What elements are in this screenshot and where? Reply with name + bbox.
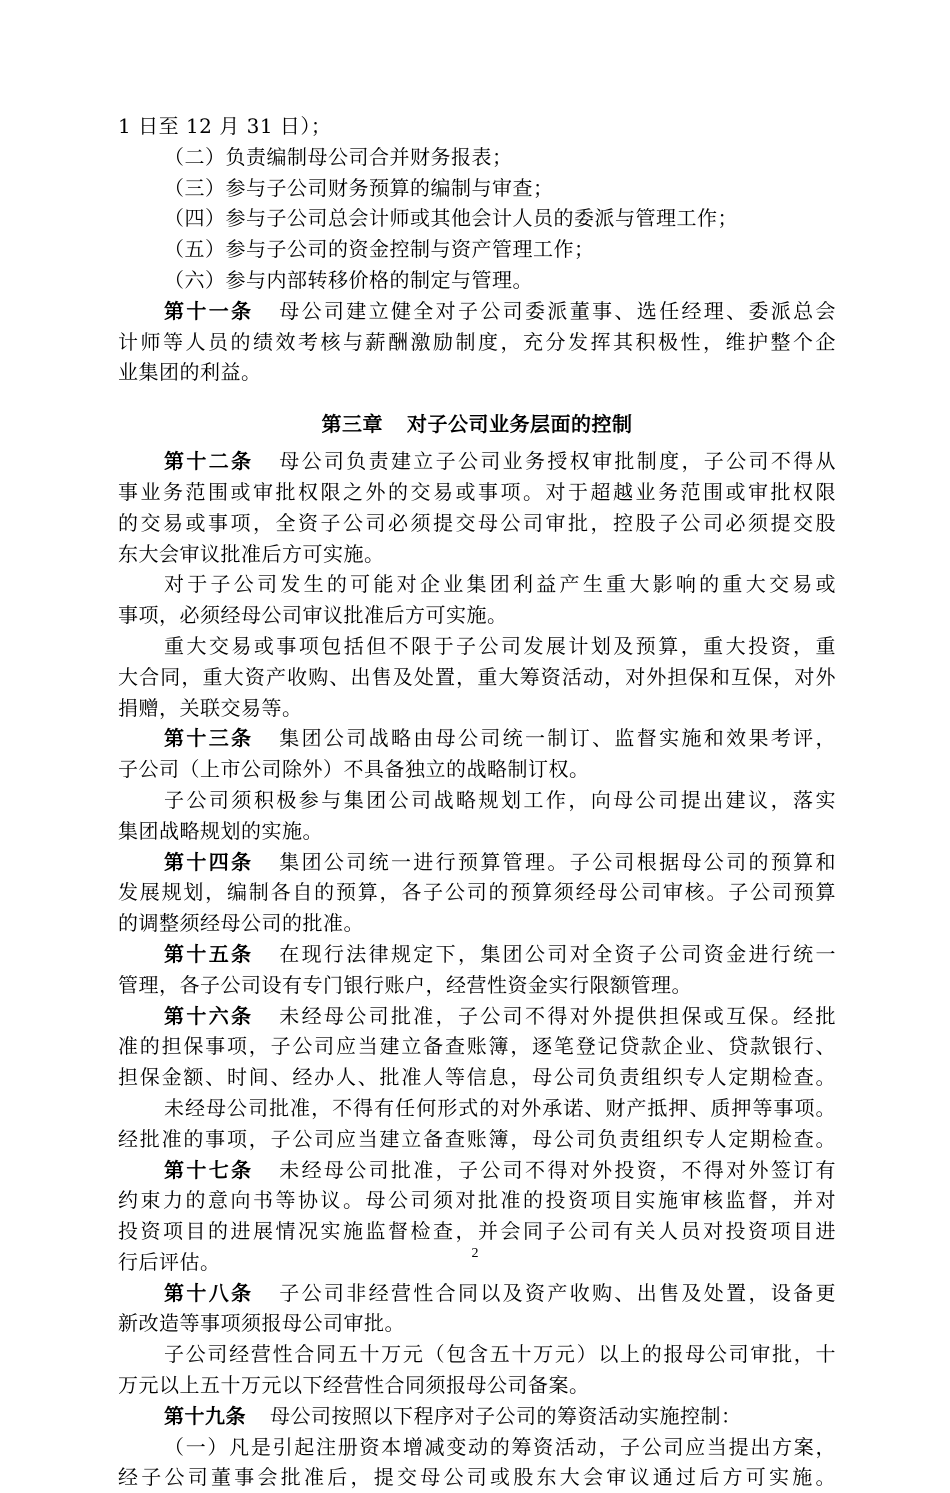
text-line [118,970,836,1001]
line-text: 业集团的利益。 [118,360,262,385]
line-text: 事业务范围或审批权限之外的交易或事项。对于超越业务范围或审批权限 [118,479,836,504]
text-line [118,234,836,265]
text-line [118,1124,836,1155]
article-first-line [118,723,836,754]
text-line [118,357,836,388]
line-text: （一）凡是引起注册资本增减变动的筹资活动，子公司应当提出方案， [164,1434,836,1459]
text-line [118,1093,836,1124]
line-text: 未经母公司批准，子公司不得对外提供担保或互保。经批 [277,1003,836,1028]
chapter-heading [118,402,836,446]
text-line [118,1432,836,1463]
line-text: 计师等人员的绩效考核与薪酬激励制度，充分发挥其积极性，维护整个企 [118,329,836,354]
text-line [118,1216,836,1247]
line-text: 子公司经营性合同五十万元（包含五十万元）以上的报母公司审批，十 [164,1342,836,1367]
line-text: 经子公司董事会批准后，提交母公司或股东大会审议通过后方可实施。 [118,1465,836,1490]
line-text: 集团公司战略由母公司统一制订、监督实施和效果考评， [277,726,836,751]
line-text: 在现行法律规定下，集团公司对全资子公司资金进行统一 [277,941,836,966]
line-text: 对于子公司发生的可能对企业集团利益产生重大影响的重大交易或 [164,572,836,597]
line-text: 子公司须积极参与集团公司战略规划工作，向母公司提出建议，落实 [164,787,836,812]
article-first-line [118,446,836,477]
line-text: 事项，必须经母公司审议批准后方可实施。 [118,603,508,628]
page-number: 2 [471,1246,479,1261]
line-text: 大合同，重大资产收购、出售及处置，重大筹资活动，对外担保和互保，对外 [118,664,836,689]
text-line [118,816,836,847]
article-number: 第十九条 [164,1403,246,1428]
line-text: 母公司建立健全对子公司委派董事、选任经理、委派总会 [277,298,836,323]
article-number: 第十八条 [164,1280,254,1305]
text-line [118,142,836,173]
line-text: 1 日至 12 月 31 日）； [118,114,332,138]
line-text: 未经母公司批准，子公司不得对外投资，不得对外签订有 [277,1157,836,1182]
line-text: 约束力的意向书等协议。母公司须对批准的投资项目实施审核监督，并对 [118,1188,836,1213]
line-text: 万元以上五十万元以下经营性合同须报母公司备案。 [118,1373,590,1398]
text-line [118,785,836,816]
line-text: 准的担保事项，子公司应当建立备查账簿，逐笔登记贷款企业、贷款银行、 [118,1034,836,1059]
text-line [118,908,836,939]
article-first-line [118,1001,836,1032]
article-number: 第十五条 [164,941,254,966]
article-first-line [118,1401,836,1432]
line-text: 新改造等事项须报母公司审批。 [118,1311,405,1336]
text-line [118,754,836,785]
line-text: 经批准的事项，子公司应当建立备查账簿，母公司负责组织专人定期检查。 [118,1126,836,1151]
text-line [118,600,836,631]
text-line [118,662,836,693]
article-number: 第十六条 [164,1003,254,1028]
line-text: 管理，各子公司设有专门银行账户，经营性资金实行限额管理。 [118,972,692,997]
line-text: 母公司按照以下程序对子公司的筹资活动实施控制： [270,1403,742,1428]
article-first-line [118,1155,836,1186]
text-line [118,1462,836,1493]
section-paragraphs-after [118,446,836,1493]
line-text: 重大交易或事项包括但不限于子公司发展计划及预算，重大投资，重 [164,633,836,658]
text-line [118,569,836,600]
line-text: 担保金额、时间、经办人、批准人等信息，母公司负责组织专人定期检查。 [118,1065,836,1090]
text-line [118,173,836,204]
article-number: 第十三条 [164,726,254,751]
line-text: 发展规划，编制各自的预算，各子公司的预算须经母公司审核。子公司预算 [118,880,836,905]
article-number: 第十一条 [164,298,254,323]
text-line [118,327,836,358]
line-text: 的交易或事项，全资子公司必须提交母公司审批，控股子公司必须提交股 [118,510,836,535]
text-line [118,477,836,508]
line-text: 子公司非经营性合同以及资产收购、出售及处置，设备更 [277,1280,836,1305]
line-text: （六）参与内部转移价格的制定与管理。 [164,267,533,292]
text-line [118,111,836,142]
line-text: （五）参与子公司的资金控制与资产管理工作； [164,237,595,262]
text-line [118,1062,836,1093]
text-line [118,1031,836,1062]
line-text: 投资项目的进展情况实施监督检查，并会同子公司有关人员对投资项目进 [118,1219,836,1244]
line-text: 东大会审议批准后方可实施。 [118,541,385,566]
article-first-line [118,1278,836,1309]
article-number: 第十七条 [164,1157,254,1182]
line-text: 的调整须经母公司的批准。 [118,911,364,936]
article-number: 第十四条 [164,849,254,874]
text-line [118,1308,836,1339]
article-first-line [118,847,836,878]
line-text: 未经母公司批准，不得有任何形式的对外承诺、财产抵押、质押等事项。 [164,1095,836,1120]
text-line [118,539,836,570]
text-line [118,265,836,296]
line-text: 集团公司统一进行预算管理。子公司根据母公司的预算和 [277,849,836,874]
text-line [118,1370,836,1401]
line-text: （三）参与子公司财务预算的编制与审查； [164,175,554,200]
article-number: 第十二条 [164,449,254,474]
text-line [118,631,836,662]
line-text: （四）参与子公司总会计师或其他会计人员的委派与管理工作； [164,206,738,231]
line-text: 行后评估。 [118,1249,221,1274]
article-first-line [118,939,836,970]
text-line [118,693,836,724]
text-line [118,508,836,539]
section-paragraphs-before [118,111,836,388]
document-body [118,111,836,1493]
line-text: 母公司负责建立子公司业务授权审批制度，子公司不得从 [277,449,836,474]
line-text: （二）负责编制母公司合并财务报表； [164,144,513,169]
chapter-title: 对子公司业务层面的控制 [407,412,633,437]
text-line [118,1185,836,1216]
line-text: 集团战略规划的实施。 [118,818,323,843]
article-first-line [118,296,836,327]
text-line [118,877,836,908]
line-text: 子公司（上市公司除外）不具备独立的战略制订权。 [118,757,590,782]
line-text: 捐赠，关联交易等。 [118,695,303,720]
text-line [118,203,836,234]
chapter-number: 第三章 [321,412,383,437]
